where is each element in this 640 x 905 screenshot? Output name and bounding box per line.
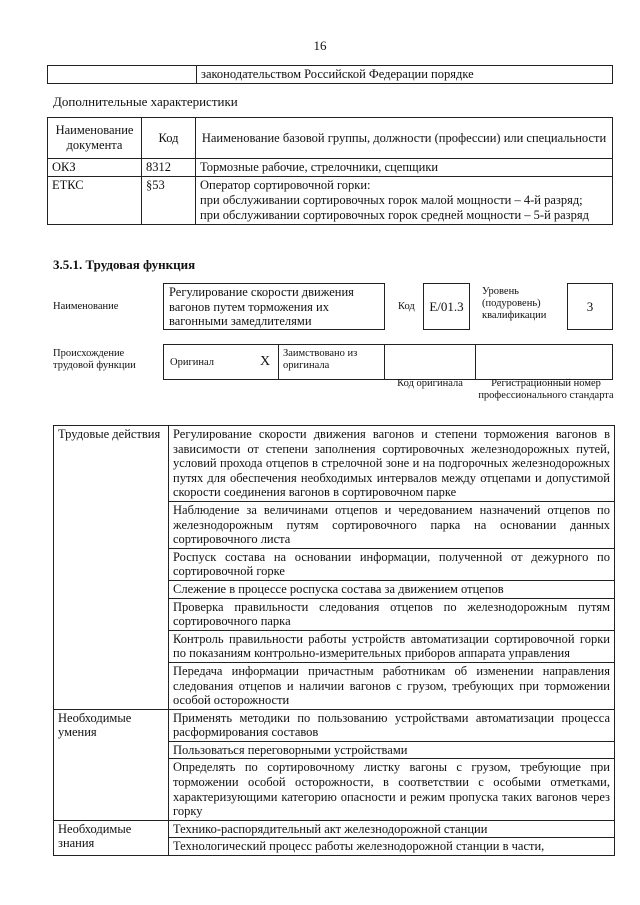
- empty-cell: [48, 66, 197, 84]
- row-line: Оператор сортировочной горки:: [200, 178, 371, 192]
- header-doc: Наименование документа: [48, 118, 142, 159]
- original-box: [163, 344, 279, 380]
- borrowed-label: Заимствовано из оригинала: [283, 348, 358, 371]
- row-group: [196, 177, 613, 225]
- row-doc: ЕТКС: [48, 177, 142, 225]
- table-row: [54, 820, 615, 838]
- row-code: 8312: [142, 159, 196, 177]
- category-labor-actions: Трудовые действия: [54, 426, 169, 710]
- function-details-table: [53, 425, 615, 856]
- function-name-box: Регулирование скорости движения вагонов путем торможения их вагонными замедлителями: [163, 283, 385, 330]
- function-heading: 3.5.1. Трудовая функция: [53, 257, 196, 272]
- name-label: Наименование: [53, 301, 119, 312]
- reg-number-caption: Регистрационный номер профессионального стандарта: [478, 378, 614, 401]
- code-original-caption: Код оригинала: [397, 378, 463, 389]
- list-item: Передача информации причастным работникам об изменении направления следования отцепов и наличии вагонов с грузом, требующих при торможении особой осторожности: [169, 662, 615, 709]
- list-item: Пользоваться переговорными устройствами: [169, 741, 615, 759]
- code-original-box: [384, 344, 476, 380]
- row-group: [196, 159, 613, 177]
- list-item: Применять методики по пользованию устройствами автоматизации процесса расформирования составов: [169, 709, 615, 741]
- row-code: §53: [142, 177, 196, 225]
- level-value-box: 3: [567, 283, 613, 330]
- extra-characteristics-table: [47, 117, 613, 225]
- header-group: Наименование базовой группы, должности (профессии) или специальности: [196, 118, 613, 159]
- list-item: Наблюдение за величинами отцепов и чередованием назначений отцепов по железнодорожным путям сортировочного парка на основании данных сортировочного листа: [169, 501, 615, 548]
- list-item: Регулирование скорости движения вагонов и степени торможения вагонов в зависимости от степени заполнения сортировочных железнодорожных путей, условий прохода отцепов в стрелочной зоне и на подгорочных железнодорожных путях для обеспечения необходимых интервалов между отцепами и допустимой скорости соединения вагонов в сортировочном парке: [169, 426, 615, 502]
- category-knowledge: Необходимые знания: [54, 820, 169, 855]
- original-mark: X: [260, 354, 271, 369]
- extra-characteristics-title: Дополнительные характеристики: [53, 94, 238, 109]
- category-skills: Необходимые умения: [54, 709, 169, 820]
- table-row: [48, 159, 613, 177]
- table-row: [48, 177, 613, 225]
- top-table: [47, 65, 613, 84]
- origin-label: Происхождение трудовой функции: [53, 348, 136, 371]
- row-line: при обслуживании сортировочных горок средней мощности – 5-й разряд: [200, 208, 589, 222]
- reg-number-box: [475, 344, 613, 380]
- code-label: Код: [398, 301, 415, 312]
- row-doc: ОКЗ: [48, 159, 142, 177]
- list-item: Технологический процесс работы железнодорожной станции в части,: [169, 838, 615, 856]
- list-item: Контроль правильности работы устройств автоматизации сортировочной горки по показаниям контрольно-измерительных приборов аппарата управления: [169, 630, 615, 662]
- original-label: Оригинал: [170, 357, 214, 368]
- list-item: Проверка правильности следования отцепов по железнодорожным путям сортировочного парка: [169, 598, 615, 630]
- level-label: Уровень (подуровень) квалификации: [482, 286, 547, 321]
- borrowed-box: [278, 344, 385, 380]
- row-line: при обслуживании сортировочных горок малой мощности – 4-й разряд;: [200, 193, 583, 207]
- top-table-text: законодательством Российской Федерации порядке: [197, 66, 613, 84]
- table-row: [54, 426, 615, 502]
- page-number: 16: [313, 38, 327, 53]
- list-item: Технико-распорядительный акт железнодорожной станции: [169, 820, 615, 838]
- list-item: Слежение в процессе роспуска состава за движением отцепов: [169, 580, 615, 598]
- table-row: [54, 709, 615, 741]
- row-line: Тормозные рабочие, стрелочники, сцепщики: [200, 160, 439, 174]
- list-item: Определять по сортировочному листку вагоны с грузом, требующие при торможении особой осторожности, в соответствии с особыми отметками, характеризующими категорию опасности и режим пропуска таких вагонов через горку: [169, 759, 615, 820]
- header-code: Код: [142, 118, 196, 159]
- list-item: Роспуск состава на основании информации, полученной от дежурного по сортировочной горке: [169, 548, 615, 580]
- function-code-box: E/01.3: [423, 283, 470, 330]
